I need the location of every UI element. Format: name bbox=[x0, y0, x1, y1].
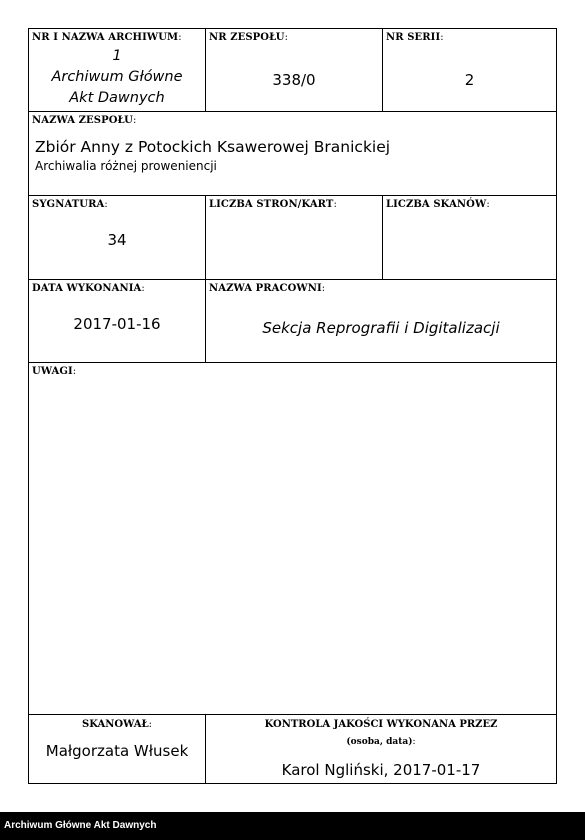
archive-name-line2: Akt Dawnych bbox=[69, 90, 165, 106]
series-label: NR SERII: bbox=[386, 32, 444, 43]
scanned-by-cell bbox=[29, 715, 206, 783]
scanned-by-label: SKANOWAŁ: bbox=[82, 719, 152, 730]
fonds-number-label: NR ZESPOŁU: bbox=[209, 32, 289, 43]
fonds-number-value: 338/0 bbox=[272, 71, 316, 89]
archive-cell bbox=[29, 29, 206, 112]
workshop-cell bbox=[206, 280, 556, 363]
date-cell bbox=[29, 280, 206, 363]
notes-label: UWAGI: bbox=[32, 366, 77, 377]
archive-number: 1 bbox=[112, 48, 122, 64]
date-label: DATA WYKONANIA: bbox=[32, 283, 145, 294]
fonds-name-label: NAZWA ZESPOŁU: bbox=[32, 115, 137, 126]
series-cell bbox=[383, 29, 556, 112]
quality-control-sublabel: (osoba, data): bbox=[346, 737, 416, 747]
signature-label: SYGNATURA: bbox=[32, 199, 108, 210]
footer-bar bbox=[0, 812, 585, 840]
series-value: 2 bbox=[464, 71, 475, 89]
quality-control-cell bbox=[206, 715, 556, 783]
workshop-value: Sekcja Reprografii i Digitalizacji bbox=[262, 319, 500, 337]
fonds-name-cell bbox=[29, 112, 556, 196]
workshop-label: NAZWA PRACOWNI: bbox=[209, 283, 326, 294]
scans-label: LICZBA SKANÓW: bbox=[386, 199, 490, 210]
quality-control-label: KONTROLA JAKOŚCI WYKONANA PRZEZ bbox=[264, 719, 498, 730]
archive-name-line1: Archiwum Główne bbox=[51, 69, 183, 85]
date-value: 2017-01-16 bbox=[73, 315, 161, 333]
signature-cell bbox=[29, 196, 206, 280]
fonds-name: Zbiór Anny z Potockich Ksawerowej Branickiej bbox=[35, 138, 391, 156]
fonds-number-cell bbox=[206, 29, 383, 112]
pages-label: LICZBA STRON/KART: bbox=[209, 199, 337, 210]
notes-cell bbox=[29, 363, 556, 715]
archive-label: NR I NAZWA ARCHIWUM: bbox=[32, 32, 182, 43]
pages-cell bbox=[206, 196, 383, 280]
scanned-by-value: Małgorzata Włusek bbox=[45, 742, 189, 760]
fonds-subname: Archiwalia różnej proweniencji bbox=[35, 159, 217, 173]
metadata-form bbox=[28, 28, 557, 784]
signature-value: 34 bbox=[107, 231, 127, 249]
scans-cell bbox=[383, 196, 556, 280]
quality-control-value: Karol Ngliński, 2017-01-17 bbox=[281, 761, 481, 779]
footer-text: Archiwum Główne Akt Dawnych bbox=[4, 820, 157, 831]
